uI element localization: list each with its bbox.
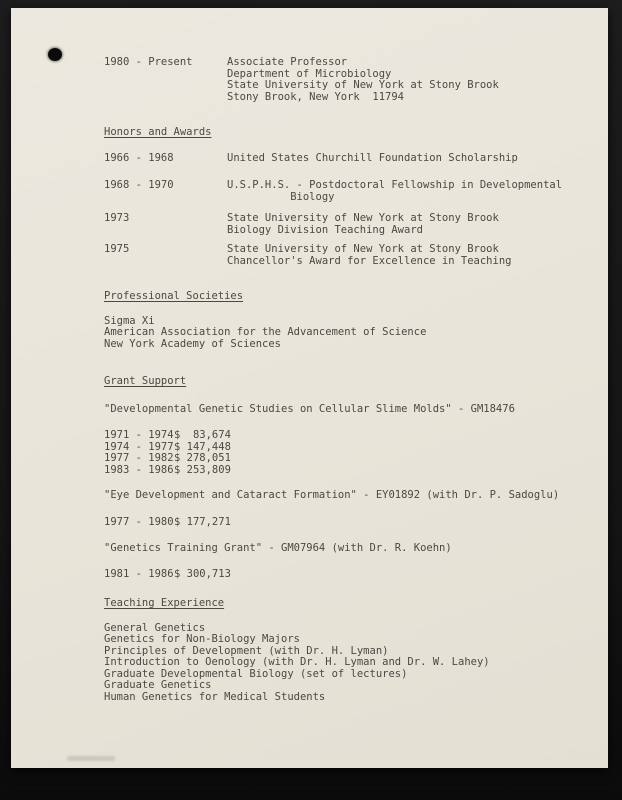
position-line: State University of New York at Stony Brook: [227, 79, 499, 91]
honor-description: [227, 244, 511, 267]
honor-line: State University of New York at Stony Brook: [227, 243, 499, 255]
section-heading-professional-societies: Professional Societies: [104, 290, 244, 302]
date-range: 1977 - 1982: [104, 452, 174, 464]
date-range: 1980 - Present: [104, 56, 193, 68]
funding-amount: $ 83,674: [174, 429, 231, 441]
date-range: 1975: [104, 243, 130, 255]
funding-amount: $ 278,051: [174, 452, 231, 464]
funding-amount: $ 300,713: [174, 567, 231, 580]
society-item: American Association for the Advancement of Science: [104, 326, 427, 338]
honors-entry: [104, 153, 596, 165]
date-range: 1977 - 1980: [104, 515, 174, 528]
funding-row: [104, 517, 596, 529]
current-position-entry: [104, 57, 596, 103]
teaching-item: Human Genetics for Medical Students: [104, 690, 326, 703]
honor-line: United States Churchill Foundation Scholarship: [227, 151, 518, 164]
teaching-item: Graduate Genetics: [104, 679, 212, 691]
position-line: Associate Professor: [227, 56, 348, 68]
position-line: Department of Microbiology: [227, 67, 392, 80]
date-range: 1974 - 1977: [104, 440, 174, 453]
honor-line: U.S.P.H.S. - Postdoctoral Fellowship in Developmental: [227, 179, 563, 191]
hole-punch-mark: [48, 48, 62, 61]
grant-funding-table: [104, 430, 596, 476]
section-heading-teaching-experience: Teaching Experience: [104, 597, 225, 609]
funding-row: [104, 430, 596, 442]
date-range: 1968 - 1970: [104, 179, 174, 191]
grant-title: "Developmental Genetic Studies on Cellular Slime Molds" - GM18476: [104, 402, 515, 415]
date-range: 1981 - 1986: [104, 567, 174, 580]
honors-entry: [104, 180, 596, 203]
teaching-item: Principles of Development (with Dr. H. Lyman): [104, 644, 389, 657]
honor-description: [227, 180, 562, 203]
section-heading-grant-support: Grant Support: [104, 375, 187, 387]
date-range: 1971 - 1974: [104, 429, 174, 441]
funding-row: [104, 453, 596, 465]
society-item: Sigma Xi: [104, 314, 155, 327]
societies-list: [104, 316, 596, 351]
ink-smudge: [67, 756, 115, 761]
date-range: 1966 - 1968: [104, 151, 174, 164]
teaching-item: Introduction to Oenology (with Dr. H. Lyman and Dr. W. Lahey): [104, 656, 490, 668]
teaching-item: General Genetics: [104, 621, 206, 634]
funding-amount: $ 253,809: [174, 463, 231, 476]
funding-amount: $ 177,271: [174, 515, 231, 528]
funding-amount: $ 147,448: [174, 440, 231, 453]
position-details: [227, 57, 499, 103]
honors-entry: [104, 244, 596, 267]
funding-row: [104, 465, 596, 477]
honor-description: [227, 213, 499, 236]
position-line: Stony Brook, New York 11794: [227, 90, 405, 103]
honor-line: Biology Division Teaching Award: [227, 223, 423, 236]
date-range: 1983 - 1986: [104, 463, 174, 476]
honor-description: [227, 153, 518, 165]
honor-line: State University of New York at Stony Brook: [227, 212, 499, 224]
grant-title: "Genetics Training Grant" - GM07964 (with Dr. R. Koehn): [104, 542, 452, 554]
funding-row: [104, 569, 596, 581]
society-item: New York Academy of Sciences: [104, 337, 282, 350]
teaching-item: Genetics for Non-Biology Majors: [104, 633, 300, 645]
teaching-list: [104, 623, 596, 704]
grant-title: "Eye Development and Cataract Formation" - EY01892 (with Dr. P. Sadoglu): [104, 489, 560, 501]
document-page: [11, 8, 608, 768]
page-content: [104, 57, 596, 703]
teaching-item: Graduate Developmental Biology (set of lectures): [104, 667, 408, 680]
section-heading-honors-and-awards: Honors and Awards: [104, 126, 212, 138]
honors-entry: [104, 213, 596, 236]
honor-line: Chancellor's Award for Excellence in Teaching: [227, 254, 512, 267]
date-range: 1973: [104, 212, 130, 224]
honor-line: Biology: [227, 190, 335, 203]
